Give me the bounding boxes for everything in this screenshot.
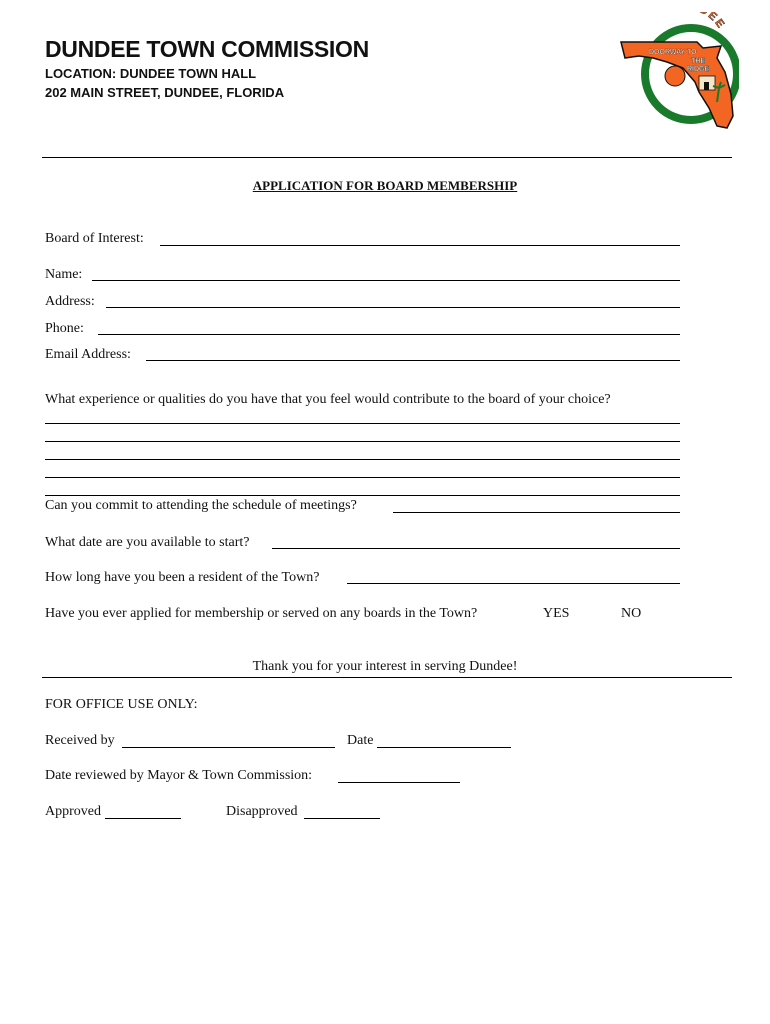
reviewed-input-line[interactable]	[338, 782, 460, 783]
disapproved-label: Disapproved	[226, 804, 298, 819]
disapproved-input-line[interactable]	[304, 818, 380, 819]
orange-fruit-icon	[665, 66, 685, 86]
logo-slogan-3: RIDGE	[687, 66, 710, 73]
office-heading: FOR OFFICE USE ONLY:	[45, 697, 198, 712]
start-input-line[interactable]	[272, 548, 680, 549]
experience-line-1[interactable]	[45, 423, 680, 424]
phone-label: Phone:	[45, 321, 84, 336]
address-line: 202 MAIN STREET, DUNDEE, FLORIDA	[45, 85, 285, 100]
experience-line-2[interactable]	[45, 441, 680, 442]
thanks-message: Thank you for your interest in serving Dundee!	[252, 659, 518, 674]
header-divider	[42, 157, 732, 158]
office-divider	[42, 677, 732, 678]
approved-label: Approved	[45, 804, 101, 819]
date-input-line[interactable]	[377, 747, 511, 748]
experience-line-3[interactable]	[45, 459, 680, 460]
logo-slogan-2: THE	[691, 58, 705, 65]
no-option[interactable]: NO	[621, 606, 642, 621]
location-line: LOCATION: DUNDEE TOWN HALL	[45, 66, 257, 81]
experience-question: What experience or qualities do you have that you feel would contribute to the board of your choice?	[45, 392, 611, 407]
phone-input-line[interactable]	[98, 334, 680, 335]
address-label: Address:	[45, 294, 95, 309]
applied-question: Have you ever applied for membership or served on any boards in the Town?	[45, 606, 478, 621]
page-title: DUNDEE TOWN COMMISSION	[45, 36, 369, 62]
experience-line-4[interactable]	[45, 477, 680, 478]
board-label: Board of Interest:	[45, 231, 144, 246]
form-heading: APPLICATION FOR BOARD MEMBERSHIP	[252, 178, 518, 193]
board-input-line[interactable]	[160, 245, 680, 246]
name-label: Name:	[45, 267, 83, 282]
resident-question: How long have you been a resident of the Town?	[45, 570, 320, 585]
name-input-line[interactable]	[92, 280, 680, 281]
logo-arc-text: EE	[705, 12, 728, 32]
yes-option[interactable]: YES	[543, 606, 570, 621]
start-question: What date are you available to start?	[45, 535, 250, 550]
received-input-line[interactable]	[122, 747, 335, 748]
commit-question: Can you commit to attending the schedule of meetings?	[45, 498, 357, 513]
reviewed-label: Date reviewed by Mayor & Town Commission:	[45, 768, 313, 783]
experience-line-5[interactable]	[45, 495, 680, 496]
date-label: Date	[347, 733, 374, 748]
commit-input-line[interactable]	[393, 512, 680, 513]
approved-input-line[interactable]	[105, 818, 181, 819]
address-input-line[interactable]	[106, 307, 680, 308]
resident-input-line[interactable]	[347, 583, 680, 584]
received-label: Received by	[45, 733, 115, 748]
email-label: Email Address:	[45, 347, 131, 362]
logo-slogan-1: DOORWAY TO	[649, 49, 697, 56]
dundee-logo	[613, 12, 739, 138]
email-input-line[interactable]	[146, 360, 680, 361]
